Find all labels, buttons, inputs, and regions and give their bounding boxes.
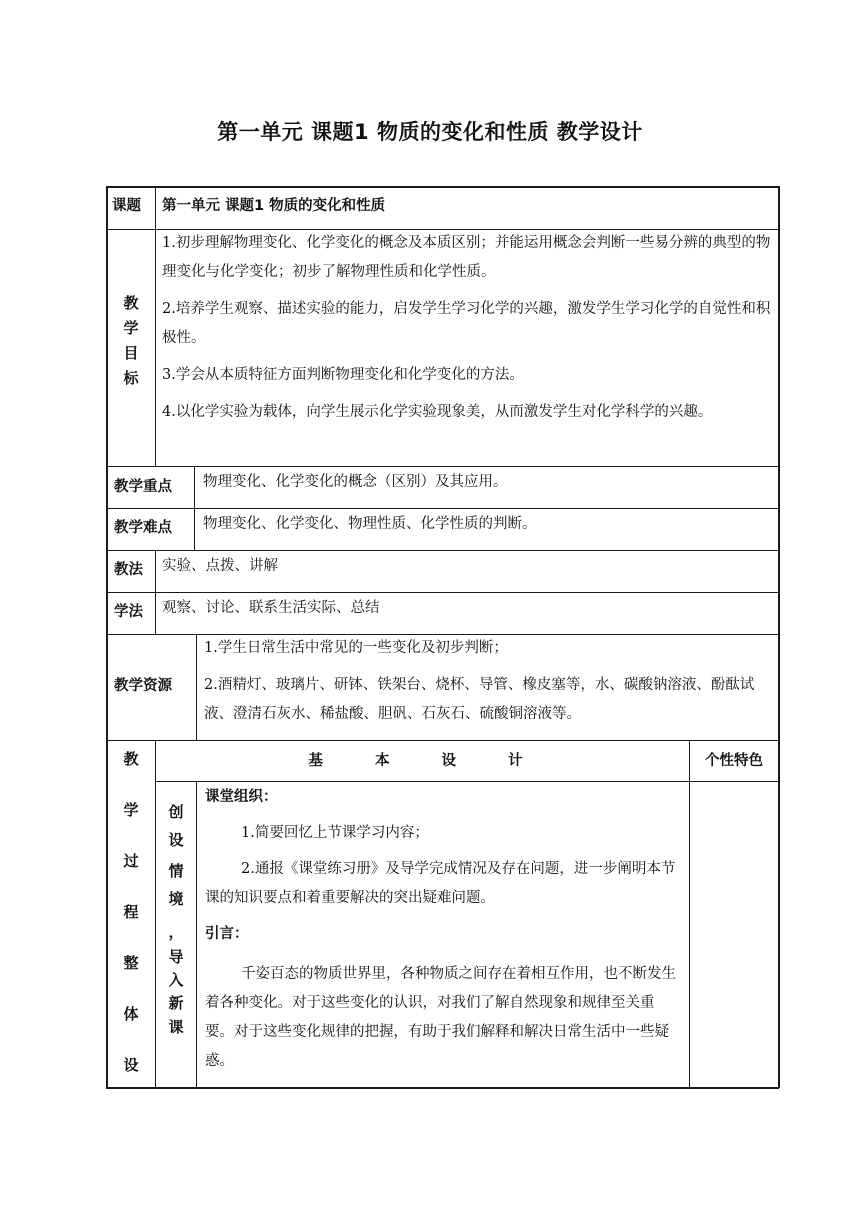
goal-item: 3.学会从本质特征方面判断物理变化和化学变化的方法。 <box>162 367 524 383</box>
org-item: 1.简要回忆上节课学习内容； <box>241 825 429 841</box>
process-label-char: 学 <box>123 801 139 819</box>
design-header: 基 本 设 计 <box>308 753 537 769</box>
goals-label-char: 目 <box>123 344 139 362</box>
stage-label-char: 设 <box>168 831 184 849</box>
difficulty-value: 物理变化、化学变化、物理性质、化学性质的判断。 <box>203 516 537 532</box>
stage-label-char: ， <box>168 923 184 941</box>
design-content <box>205 783 683 1076</box>
process-label-char: 教 <box>123 750 139 768</box>
stage-label-char: 新 <box>168 994 184 1012</box>
intro-heading: 引言： <box>205 926 249 942</box>
stage-label-char: 导 <box>168 948 184 966</box>
method-value: 实验、点拨、讲解 <box>162 558 278 574</box>
org-heading: 课堂组织： <box>205 789 278 805</box>
stage-label-char: 创 <box>168 803 184 821</box>
goals-label <box>107 292 155 392</box>
learning-value: 观察、讨论、联系生活实际、总结 <box>162 600 380 616</box>
stage-label-char: 情 <box>168 862 184 880</box>
goal-item: 2.培养学生观察、描述实验的能力，启发学生学习化学的兴趣，激发学生学习化学的自觉性和积极性。 <box>162 301 771 346</box>
stage-label-char: 境 <box>168 890 184 908</box>
resources-label: 教学资源 <box>114 678 172 694</box>
stage-label <box>156 801 196 1040</box>
topic-label: 课题 <box>112 198 141 214</box>
process-label-char: 体 <box>123 1005 139 1023</box>
process-label-char: 过 <box>123 852 139 870</box>
key-point-value: 物理变化、化学变化的概念（区别）及其应用。 <box>203 474 508 490</box>
key-point-label: 教学重点 <box>114 479 172 495</box>
process-label <box>107 748 155 1084</box>
resource-item: 1.学生日常生活中常见的一些变化及初步判断； <box>204 640 508 656</box>
goals-label-char: 教 <box>123 294 139 312</box>
goal-item: 4.以化学实验为载体，向学生展示化学实验现象美，从而激发学生对化学科学的兴趣。 <box>162 404 713 420</box>
goals-label-char: 标 <box>123 369 139 387</box>
topic-value: 第一单元 课题1 物质的变化和性质 <box>162 198 386 214</box>
goal-item: 1.初步理解物理变化、化学变化的概念及本质区别；并能运用概念会判断一些易分辨的典型的物理变化与化学变化；初步了解物理性质和化学性质。 <box>162 235 771 280</box>
process-label-char: 整 <box>123 954 139 972</box>
goals-list <box>162 229 774 427</box>
stage-label-char: 入 <box>168 971 184 989</box>
process-label-char: 程 <box>123 903 139 921</box>
method-label: 教法 <box>114 562 143 578</box>
goals-label-char: 学 <box>123 319 139 337</box>
org-item: 2.通报《课堂练习册》及导学完成情况及存在问题，进一步阐明本节课的知识要点和着重要解决的突出疑难问题。 <box>205 861 676 906</box>
resources-list <box>204 634 774 729</box>
learning-label: 学法 <box>114 604 143 620</box>
stage-label-char: 课 <box>168 1018 184 1036</box>
resource-item: 2.酒精灯、玻璃片、研钵、铁架台、烧杯、导管、橡皮塞等，水、碳酸钠溶液、酚酞试液、澄清石灰水、稀盐酸、胆矾、石灰石、硫酸铜溶液等。 <box>204 677 755 722</box>
difficulty-label: 教学难点 <box>114 520 172 536</box>
feature-header: 个性特色 <box>705 753 763 769</box>
intro-text: 千姿百态的物质世界里，各种物质之间存在着相互作用，也不断发生着各种变化。对于这些变化的认识，对我们了解自然现象和规律至关重要。对于这些变化规律的把握，有助于我们解释和解决日常生活中一些疑惑。 <box>205 966 676 1069</box>
document-title: 第一单元 课题1 物质的变化和性质 教学设计 <box>217 120 643 144</box>
process-label-char: 设 <box>123 1056 139 1074</box>
